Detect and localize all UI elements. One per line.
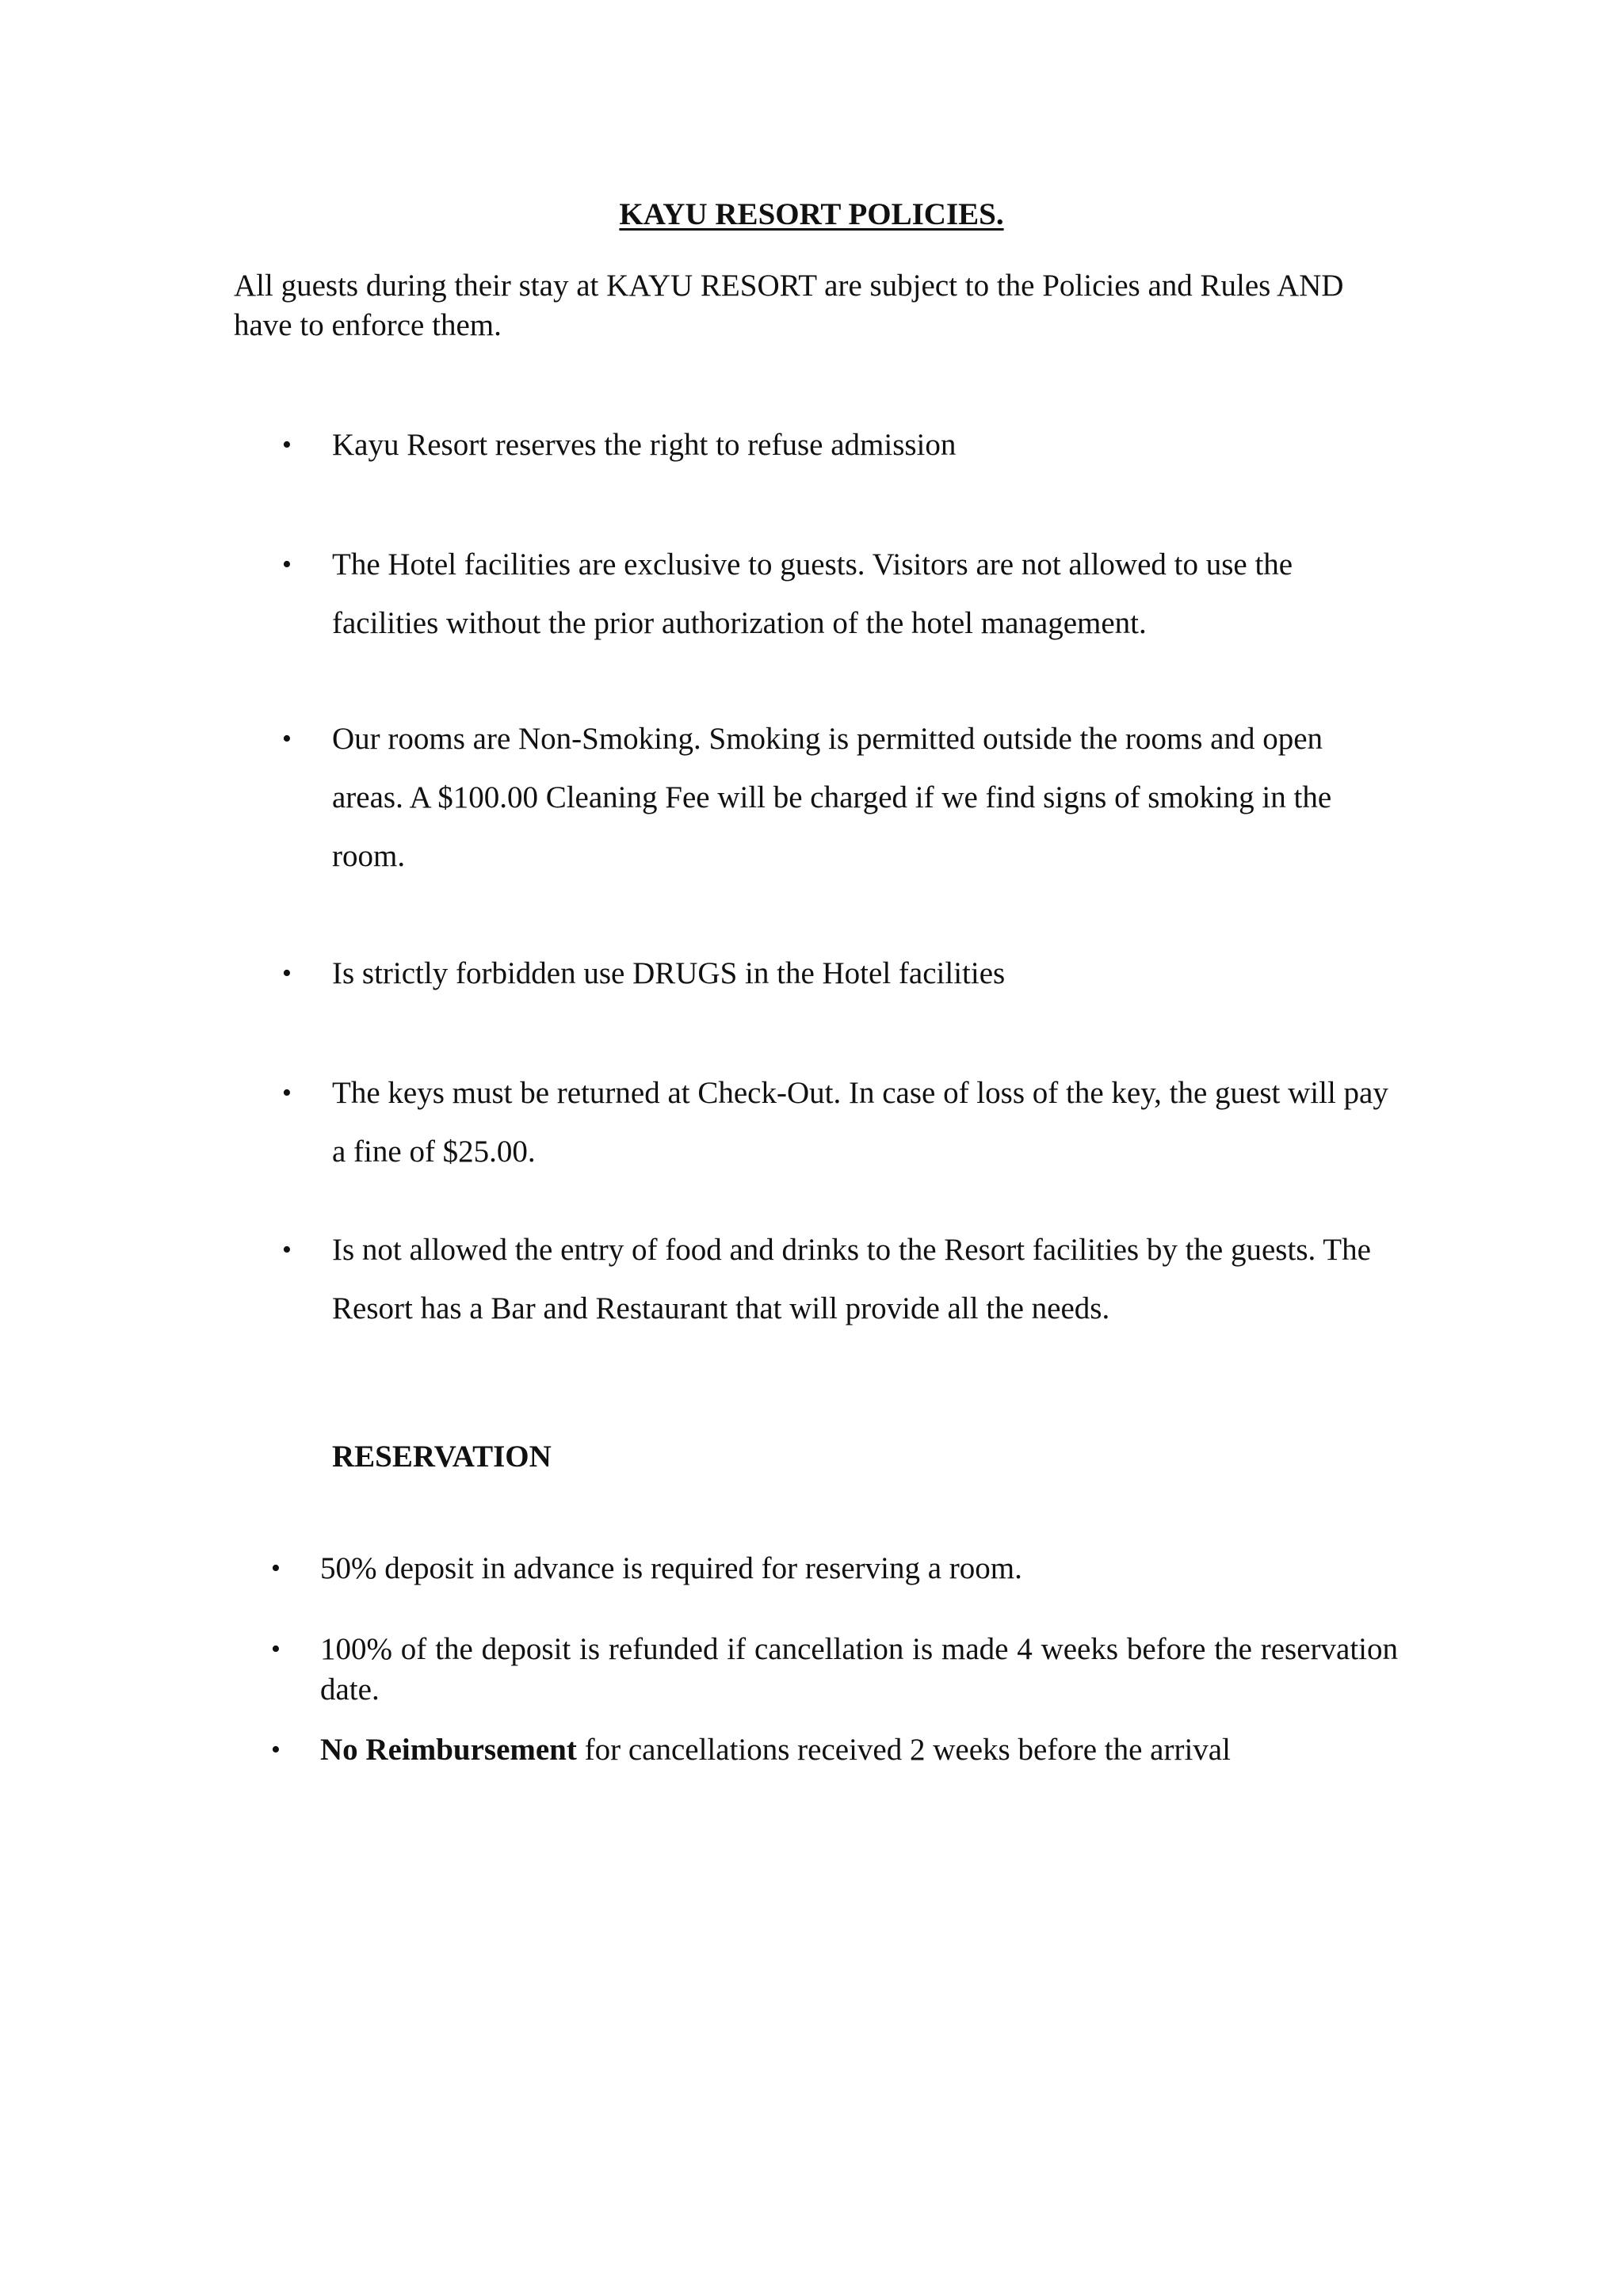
bullet-icon: • [271,1554,281,1583]
bullet-icon: • [282,1235,292,1264]
policy-text: Kayu Resort reserves the right to refuse admission [332,428,957,462]
reservation-item [271,1730,1398,1770]
no-reimbursement-label: No Reimbursement [320,1733,577,1767]
reservation-text: 100% of the deposit is refunded if cancellation is made 4 weeks before the reservation date. [320,1632,1398,1707]
page-title: KAYU RESORT POLICIES. [619,197,1004,231]
bullet-icon: • [271,1735,281,1764]
bullet-icon: • [282,959,292,988]
reservation-text: for cancellations received 2 weeks before the arrival [576,1733,1231,1767]
policy-item [282,944,1394,1003]
reservation-text: 50% deposit in advance is required for reserving a room. [320,1551,1022,1585]
policy-item [282,416,1394,475]
bullet-icon: • [282,430,292,460]
bullet-icon: • [271,1634,281,1664]
bullet-icon: • [282,724,292,753]
reservation-item [271,1629,1398,1710]
policy-text: Is not allowed the entry of food and drinks to the Resort facilities by the guests. The Resort has a Bar and Restaurant that will provide all the needs. [332,1233,1371,1325]
policy-item [282,536,1394,653]
policy-text: Is strictly forbidden use DRUGS in the Hotel facilities [332,956,1006,990]
policy-item [282,1221,1394,1338]
bullet-icon: • [282,550,292,579]
policy-text: The keys must be returned at Check-Out. In case of loss of the key, the guest will pay a fine of $25.00. [332,1076,1388,1169]
reservation-item [271,1548,1398,1589]
intro-paragraph: All guests during their stay at KAYU RESORT are subject to the Policies and Rules AND have to enforce them. [234,269,1344,342]
policy-text: Our rooms are Non-Smoking. Smoking is permitted outside the rooms and open areas. A $100.00 Cleaning Fee will be charged if we find signs of smoking in the room. [332,722,1332,873]
policy-item [282,1064,1394,1181]
bullet-icon: • [282,1078,292,1108]
policy-item [282,710,1394,886]
policy-text: The Hotel facilities are exclusive to guests. Visitors are not allowed to use the facilities without the prior authorization of the hotel management. [332,547,1293,640]
reservation-heading: RESERVATION [332,1440,552,1474]
